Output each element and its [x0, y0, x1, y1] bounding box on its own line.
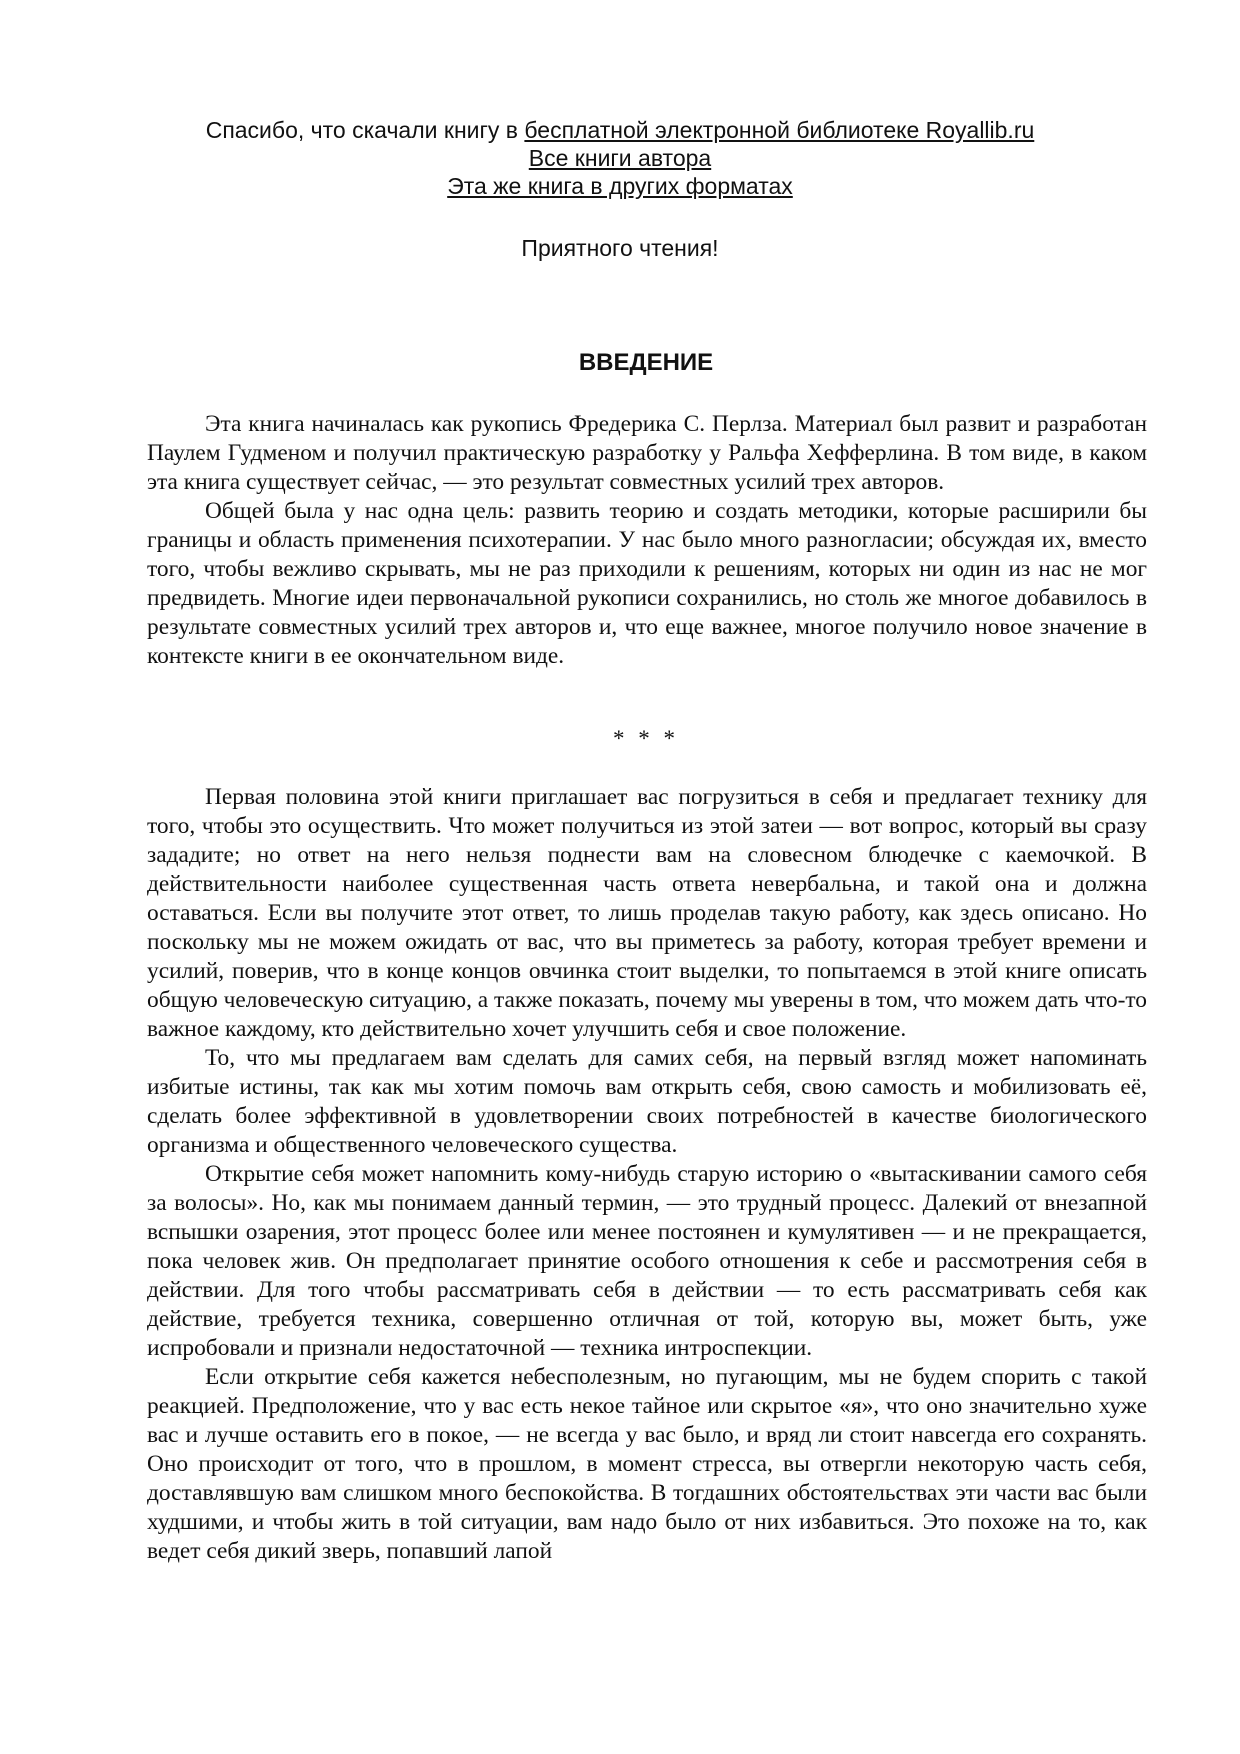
paragraph: Первая половина этой книги приглашает вас погрузиться в себя и предлагает технику для того, чтобы это осуществить. Что может получиться из этой затеи — вот вопрос, который вы сразу зададите; но ответ на него нельзя поднести вам на словесном блюдечке с каемочкой. В действительности наиболее существенная часть ответа невербальна, и такой она и должна оставаться. Если вы получите этот ответ, то лишь проделав такую работу, как здесь описано. Но поскольку мы не можем ожидать от вас, что вы приметесь за работу, которая требует времени и усилий, поверив, что в конце концов овчинка стоит выделки, то попытаемся в этой книге описать общую человеческую ситуацию, а также показать, почему мы уверены в том, что можем дать что-то важное каждому, кто действительно хочет улучшить себя и свое положение.	[147, 784, 1147, 1042]
other-formats-link[interactable]: Эта же книга в других форматах	[447, 173, 793, 199]
chapter-title: ВВЕДЕНИЕ	[578, 349, 714, 376]
paragraph: Если открытие себя кажется небесполезным, но пугающим, мы не будем спорить с такой реакцией. Предположение, что у вас есть некое тайное или скрытое «я», что оно значительно хуже вас и лучше оставить его в покое, — не всегда у вас было, и вряд ли стоит навсегда его сохранять. Оно происходит от того, что в прошлом, в момент стресса, вы отвергли некоторую часть себя, доставлявшую вам слишком много беспокойства. В тогдашних обстоятельствах эти части вас были худшими, и чтобы жить в той ситуации, вам надо было от них избавиться. Это похоже на то, как ведет себя дикий зверь, попавший лапой	[147, 1364, 1147, 1564]
main-section	[147, 783, 1147, 1566]
greeting-text: Приятного чтения!	[521, 235, 719, 261]
paragraph: Эта книга начиналась как рукопись Фредерика С. Перлза. Материал был развит и разработан Паулем Гудменом и получил практическую разработку у Ральфа Хефферлина. В том виде, в каком эта книга существует сейчас, — это результат совместных усилий трех авторов.	[147, 411, 1147, 495]
paragraph: То, что мы предлагаем вам сделать для самих себя, на первый взгляд может напоминать избитые истины, так как мы хотим помочь вам открыть себя, свою самость и мобилизовать её, сделать более эффективной в удовлетворении своих потребностей в качестве биологического организма и общественного человеческого существа.	[147, 1045, 1147, 1158]
library-link[interactable]: бесплатной электронной библиотеке Royallib.ru	[524, 117, 1035, 143]
thanks-line	[0, 116, 1240, 144]
section-separator: * * *	[613, 726, 679, 751]
thanks-text: Спасибо, что скачали книгу в	[205, 117, 525, 143]
paragraph: Открытие себя может напомнить кому-нибудь старую историю о «вытаскивании самого себя за волосы». Но, как мы понимаем данный термин, — это трудный процесс. Далекий от внезапной вспышки озарения, этот процесс более или менее постоянен и кумулятивен — и не прекращается, пока человек жив. Он предполагает принятие особого отношения к себе и рассмотрения себя в действии. Для того чтобы рассматривать себя в действии — то есть рассматривать себя как действие, требуется техника, совершенно отличная от той, которую вы, может быть, уже испробовали и признали недостаточной — техника интроспекции.	[147, 1161, 1147, 1361]
intro-section	[147, 410, 1147, 671]
author-books-link[interactable]: Все книги автора	[528, 145, 712, 171]
download-header	[0, 116, 1240, 200]
paragraph: Общей была у нас одна цель: развить теорию и создать методики, которые расширили бы границы и область применения психотерапии. У нас было много разногласии; обсуждая их, вместо того, чтобы вежливо скрывать, мы не раз приходили к решениям, которых ни один из нас не мог предвидеть. Многие идеи первоначальной рукописи сохранились, но столь же многое добавилось в результате совместных усилий трех авторов и, что еще важнее, многое получило новое значение в контексте книги в ее окончательном виде.	[147, 498, 1147, 669]
